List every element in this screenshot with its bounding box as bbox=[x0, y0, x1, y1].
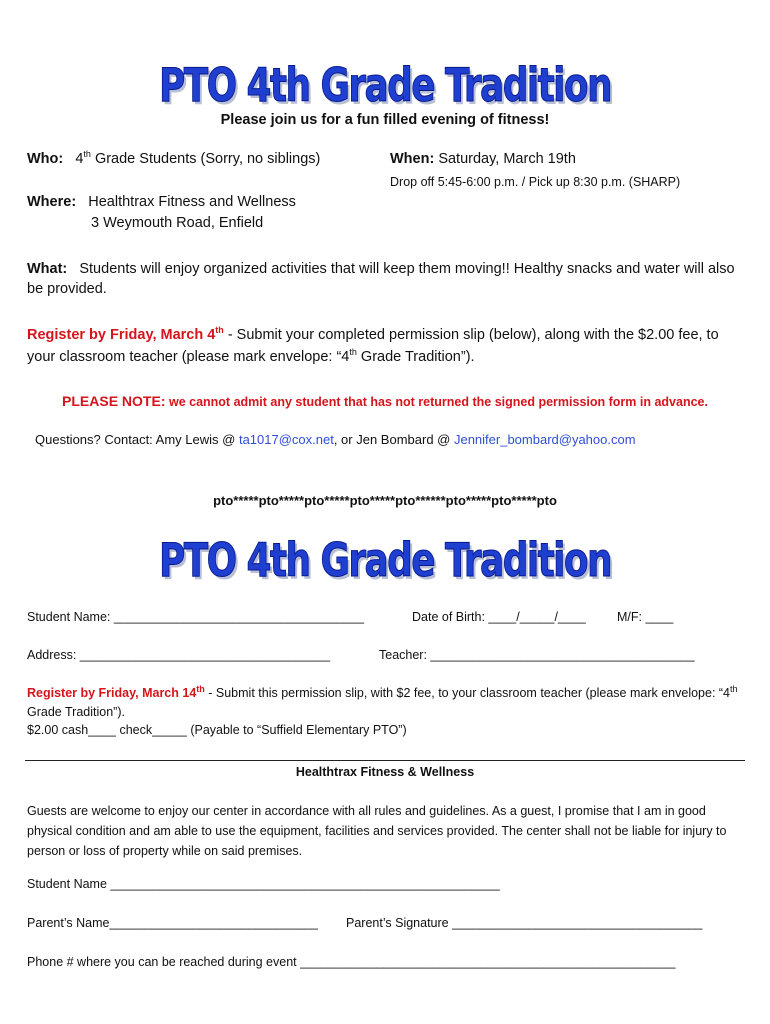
what-label: What: bbox=[27, 261, 68, 277]
where-line2: 3 Weymouth Road, Enfield bbox=[91, 215, 264, 231]
who-label: Who: bbox=[27, 151, 64, 167]
questions-mid: , or Jen Bombard @ bbox=[333, 432, 454, 447]
when-text: Saturday, March 19th bbox=[434, 151, 576, 167]
where-line1: Healthtrax Fitness and Wellness bbox=[88, 194, 296, 210]
teacher-field[interactable]: Teacher: ______________________________________ bbox=[379, 648, 695, 662]
address-field[interactable]: Address: ____________________________________ bbox=[27, 648, 331, 662]
where-line bbox=[27, 194, 296, 210]
who-sup: th bbox=[83, 149, 91, 160]
waiver-student-name-field[interactable]: Student Name ________________________________________________________ bbox=[27, 877, 500, 891]
dob-field[interactable]: Date of Birth: ____/_____/____ bbox=[412, 610, 586, 624]
who-text: Grade Students (Sorry, no siblings) bbox=[90, 151, 321, 167]
form-register-deadline: Register by Friday, March 14 bbox=[27, 686, 197, 700]
payment-line[interactable]: $2.00 cash____ check_____ (Payable to “Suffield Elementary PTO”) bbox=[27, 723, 407, 737]
register-text-2: Grade Tradition”). bbox=[356, 349, 475, 365]
questions-prefix: Questions? Contact: Amy Lewis @ bbox=[35, 432, 239, 447]
phone-field[interactable]: Phone # where you can be reached during event ______________________________________________________ bbox=[27, 955, 676, 969]
parent-name-field[interactable]: Parent’s Name______________________________ bbox=[27, 916, 319, 930]
questions-line bbox=[35, 432, 636, 447]
when-detail: Drop off 5:45-6:00 p.m. / Pick up 8:30 p.m. (SHARP) bbox=[390, 175, 681, 189]
register-deadline-sup: th bbox=[215, 325, 224, 336]
waiver-heading: Healthtrax Fitness & Wellness bbox=[295, 765, 475, 779]
register-paragraph bbox=[27, 324, 747, 368]
form-register-paragraph bbox=[27, 684, 742, 722]
please-note-line bbox=[0, 393, 770, 411]
when-label: When: bbox=[390, 151, 435, 167]
pto-divider: pto*****pto*****pto*****pto*****pto******pto*****pto*****pto bbox=[213, 493, 557, 508]
register-text-1: - Submit your completed permission slip (below), along with the $2.00 fee, to your classroom teacher (please mark envelope: “4 bbox=[27, 327, 719, 365]
please-note-label: PLEASE NOTE: bbox=[62, 393, 166, 409]
register-deadline: Register by Friday, March 4 bbox=[27, 327, 216, 343]
waiver-body: Guests are welcome to enjoy our center in accordance with all rules and guidelines. As a guest, I promise that I am in good physical condition and am able to use the equipment, facilities and services provided. The center shall not be liable for injury to person or loss of property while on said premises. bbox=[27, 804, 727, 858]
student-name-field[interactable]: Student Name: ____________________________________ bbox=[27, 610, 365, 624]
what-paragraph bbox=[27, 259, 747, 299]
please-note-text: we cannot admit any student that has not returned the signed permission form in advance. bbox=[165, 395, 708, 409]
form-title: PTO 4th Grade Tradition bbox=[159, 533, 611, 587]
form-register-text-sup: th bbox=[730, 683, 738, 694]
form-register-deadline-sup: th bbox=[196, 683, 205, 694]
flyer-title: PTO 4th Grade Tradition bbox=[159, 58, 611, 112]
what-text: Students will enjoy organized activities that will keep them moving!! Healthy snacks and water will also be provided. bbox=[27, 261, 735, 297]
form-register-text-2: Grade Tradition”). bbox=[27, 705, 125, 719]
where-label: Where: bbox=[27, 194, 77, 210]
gender-field[interactable]: M/F: ____ bbox=[617, 610, 674, 624]
flyer-subtitle: Please join us for a fun filled evening of fitness! bbox=[220, 112, 550, 128]
who-line bbox=[27, 151, 320, 167]
email-link-jen[interactable]: Jennifer_bombard@yahoo.com bbox=[453, 432, 636, 447]
register-text-sup: th bbox=[349, 347, 357, 358]
parent-signature-field[interactable]: Parent’s Signature ____________________________________ bbox=[346, 916, 703, 930]
email-link-amy[interactable]: ta1017@cox.net bbox=[238, 432, 334, 447]
form-register-text-1: - Submit this permission slip, with $2 fee, to your classroom teacher (please mark envelope: “4 bbox=[204, 686, 731, 700]
when-line bbox=[390, 151, 576, 167]
who-grade: 4 bbox=[75, 151, 84, 167]
section-divider bbox=[25, 760, 745, 761]
